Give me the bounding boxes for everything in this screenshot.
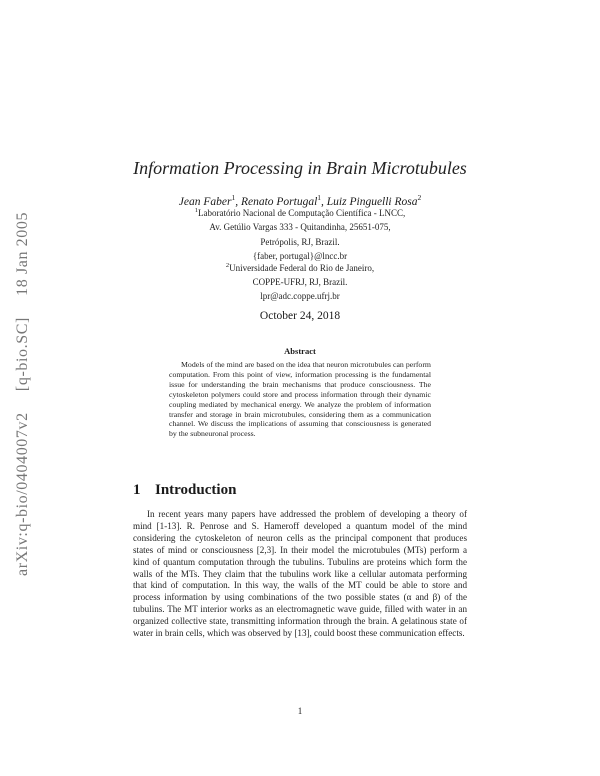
section-number: 1: [133, 482, 141, 498]
paper-title: Information Processing in Brain Microtubules: [133, 158, 467, 178]
paper-date: October 24, 2018: [259, 310, 341, 322]
affiliation-line: $^2$Universidade Federal do Rio de Janeiro,: [225, 262, 375, 273]
arxiv-id: arXiv:q-bio/0404007v2: [14, 412, 31, 576]
affiliation-line: COPPE-UFRJ, RJ, Brazil.: [252, 277, 348, 287]
affiliation-line: Av. Getúlio Vargas 333 - Quitandinha, 25651-075,: [209, 222, 391, 232]
affiliation-marker: 2: [225, 262, 230, 269]
affiliation-line: Petrópolis, RJ, Brazil.: [260, 237, 340, 247]
affiliation-email: lpr@adc.coppe.ufrj.br: [260, 291, 340, 301]
author-name: Luiz Pinguelli Rosa: [326, 195, 418, 208]
affiliation-line: $^1$Laboratório Nacional de Computação Científica - LNCC,: [194, 207, 406, 218]
author-affiliation-marker: 1: [231, 193, 236, 202]
author-affiliation-marker: 2: [417, 193, 422, 202]
author-name: Jean Faber: [178, 195, 232, 208]
affiliation-email: {faber, portugal}@lncc.br: [252, 251, 348, 261]
introduction-paragraph: In recent years many papers have addressed the problem of developing a theory of mind [1-13]. R. Penrose and S. Hameroff developed a quantum model of the mind considering the cytoskeleton of neuron cells as the principal component that produces states of mind or consciousness [2,3]. In their model the microtubules (MTs) perform a kind of quantum computation through the tubulins. Tubulins are proteins which form the walls of the MTs. They claim that the tubulins work like a cellular automata performing that kind of computation. In this way, the walls of the MT could be able to store and process information by using combinations of the two possible states (α and β) of the tubulins. The MT interior works as an electromagnetic wave guide, filled with water in an organized collective state, transmitting information through the brain. A gelatinous state of water in brain cells, which was observed by [13], could boost these communication effects.: [133, 509, 467, 639]
author-affiliation-marker: 1: [317, 193, 322, 202]
arxiv-date: 18 Jan 2005: [14, 211, 31, 296]
author-name: Renato Portugal: [240, 195, 318, 208]
abstract-text: Models of the mind are based on the idea that neuron microtubules can perform computation. From this point of view, information processing is the fundamental issue for understanding the brain mechanisms that produce consciousness. The cytoskeleton polymers could store and process information through their dynamic coupling mediated by mechanical energy. We analyze the problem of information transfer and storage in brain microtubules, considering them as a communication channel. We discuss the implications of assuming that consciousness is generated by the subneuronal process.: [169, 360, 431, 439]
abstract-heading: Abstract: [284, 346, 316, 356]
affiliation-marker: 1: [194, 207, 199, 214]
section-title: Introduction: [155, 482, 237, 498]
arxiv-category: [q-bio.SC]: [14, 317, 31, 392]
section-heading: [133, 482, 236, 499]
author-list: Jean Faber$^1$, Renato Portugal$^1$, Luiz Pinguelli Rosa$^2$: [178, 193, 422, 208]
page-number: 1: [297, 706, 303, 716]
